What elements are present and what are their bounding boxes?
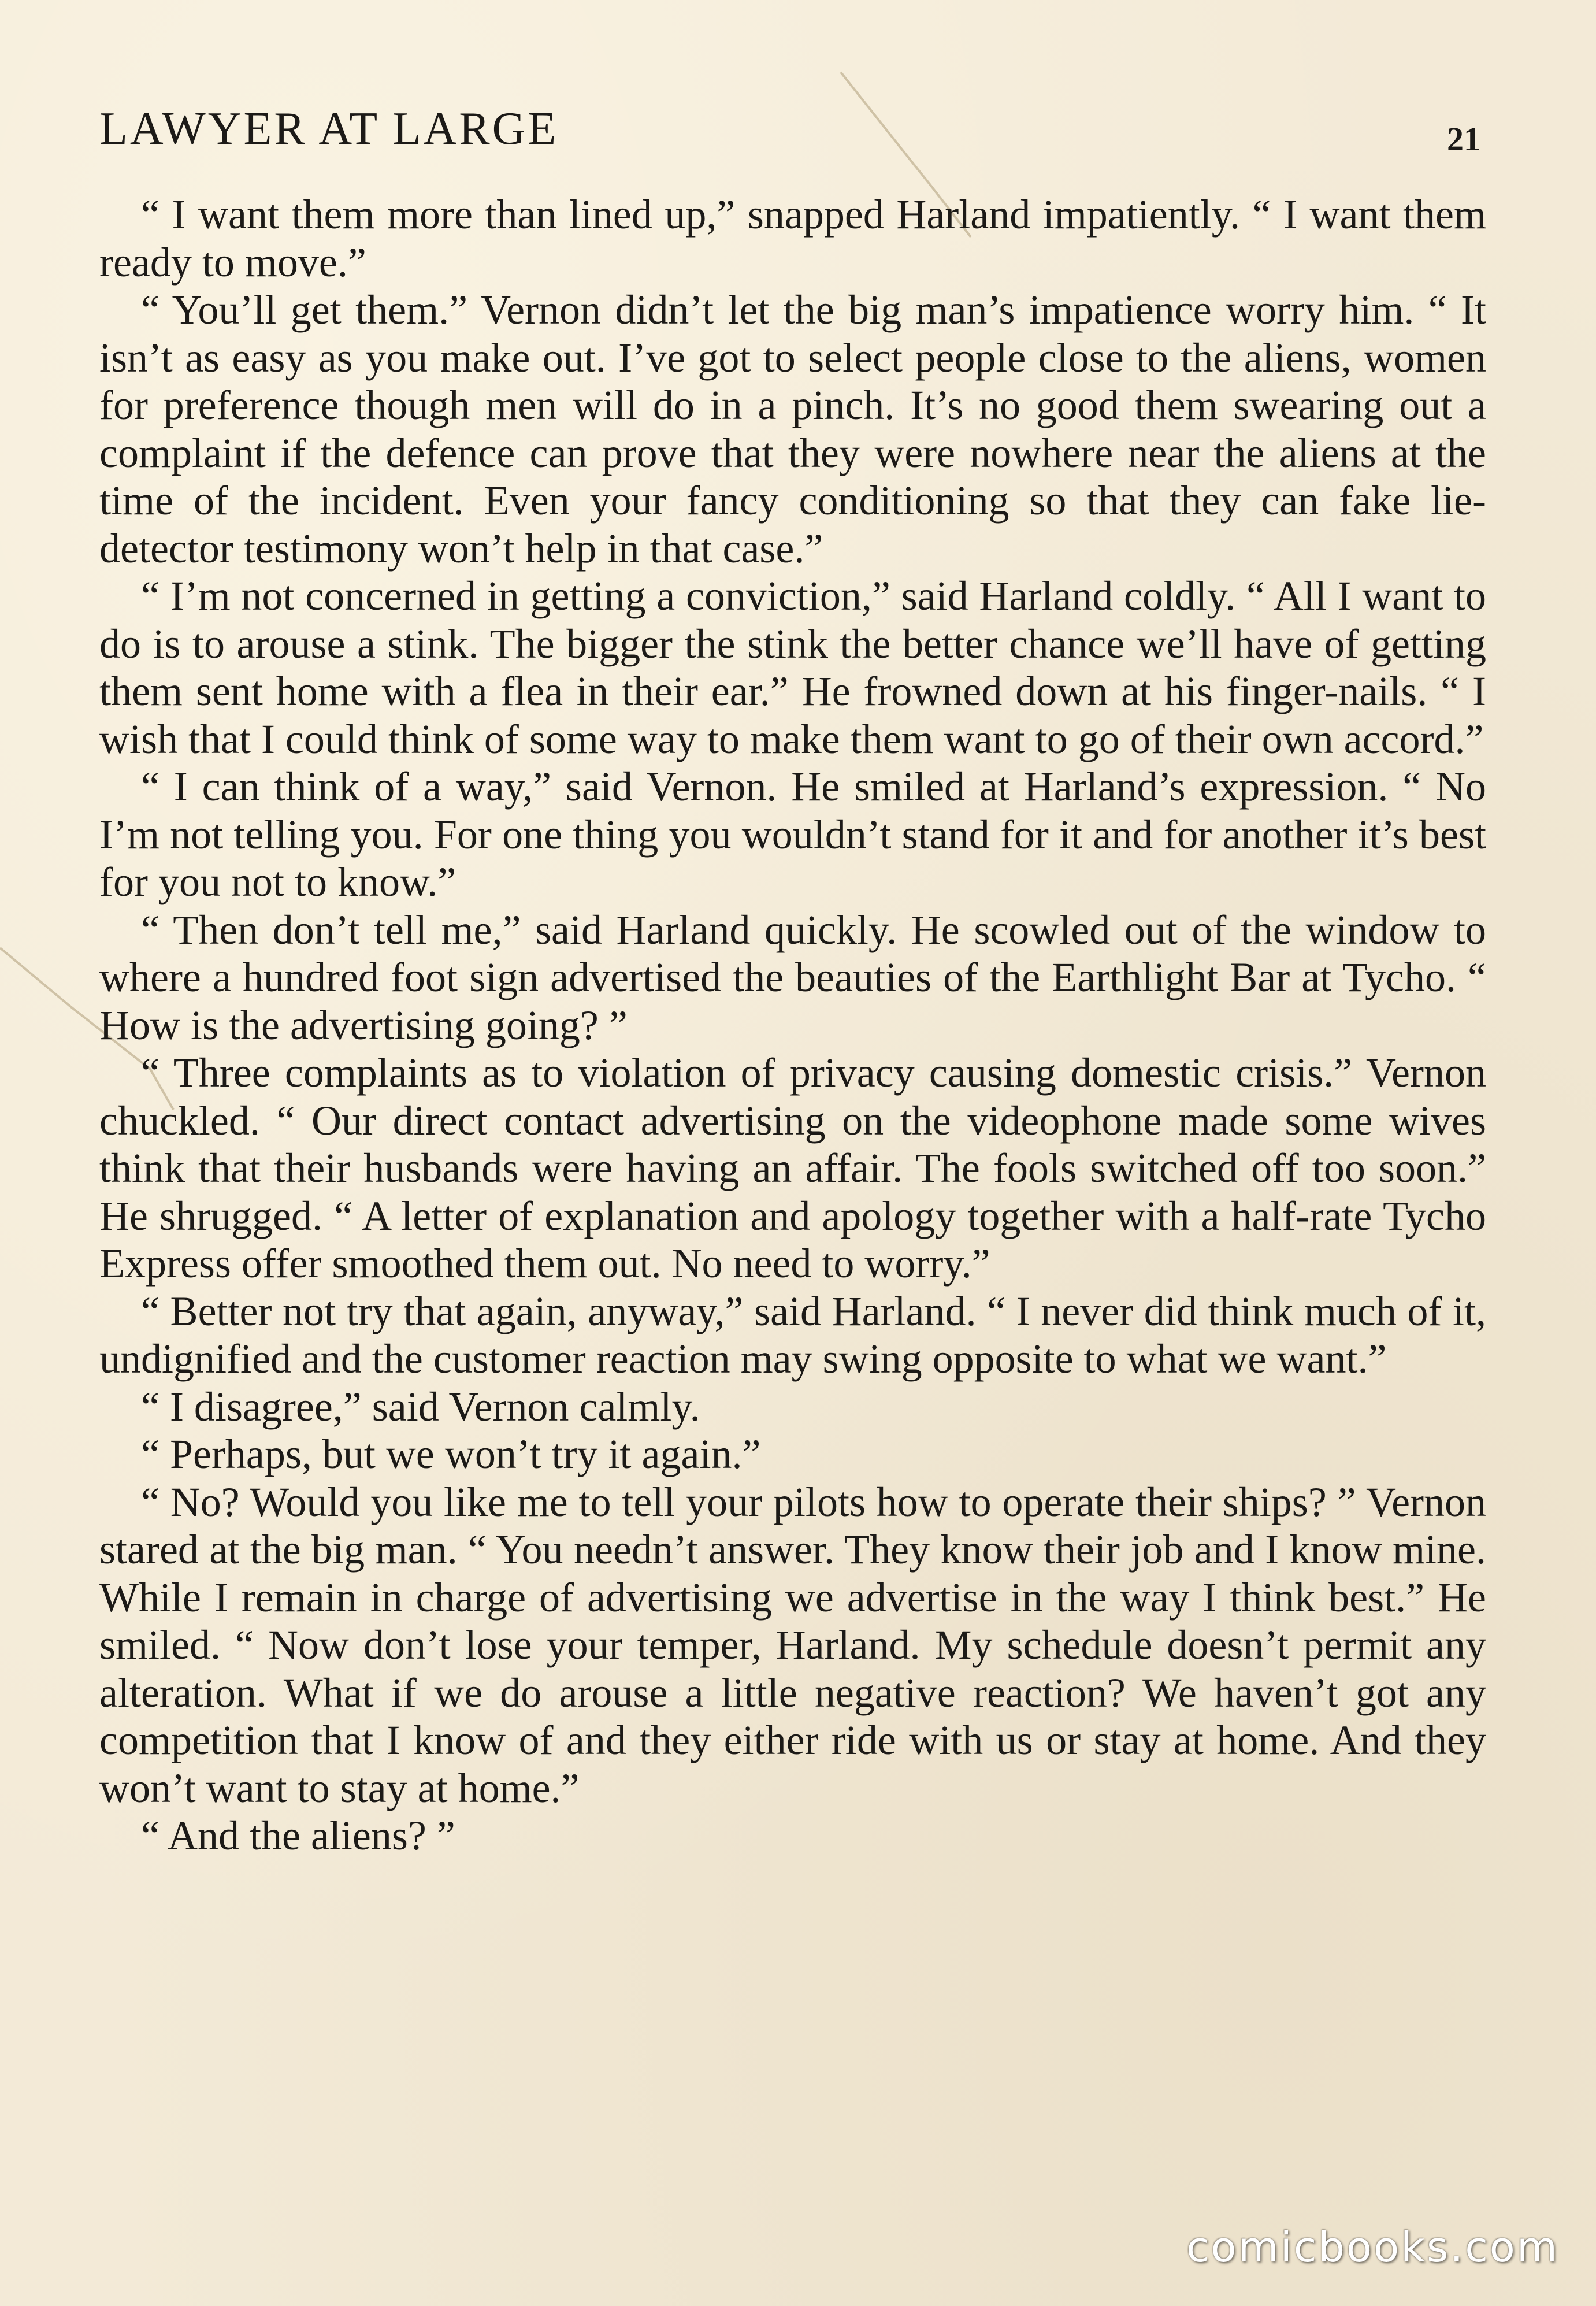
paragraph: “ No? Would you like me to tell your pilots how to operate their ships? ” Vernon stared at the big man. “ You needn’t answer. They know their job and I know mine. While I remain in charge of advertising we advertise in the way I think best.” He smiled. “ Now don’t lose your temper, Harland. My schedule doesn’t permit any alteration. What if we do arouse a little negative reaction? We haven’t got any competition that I know of and they either ride with us or stay at home. And they won’t want to stay at home.”: [99, 1478, 1486, 1811]
running-head: LAWYER AT LARGE: [99, 103, 559, 154]
paragraph: “ I’m not concerned in getting a conviction,” said Harland coldly. “ All I want to do is to arouse a stink. The bigger the stink the better chance we’ll have of getting them sent home with a flea in their ear.” He frowned down at his finger-nails. “ I wish that I could think of some way to make them want to go of their own accord.”: [99, 573, 1486, 762]
paragraph: “ Then don’t tell me,” said Harland quickly. He scowled out of the window to where a hundred foot sign advertised the beauties of the Earthlight Bar at Tycho. “ How is the advertising going? ”: [99, 906, 1486, 1048]
body-text: [99, 191, 1486, 1860]
paragraph: “ I disagree,” said Vernon calmly.: [141, 1383, 700, 1430]
paragraph: “ I want them more than lined up,” snapped Harland impatiently. “ I want them ready to move.”: [99, 191, 1486, 286]
page-header: [99, 97, 1480, 161]
paragraph: “ Perhaps, but we won’t try it again.”: [141, 1431, 761, 1477]
paragraph: “ Better not try that again, anyway,” said Harland. “ I never did think much of it, undignified and the customer reaction may swing opposite to what we want.”: [99, 1288, 1486, 1382]
page-number: 21: [1447, 120, 1480, 158]
paragraph: “ And the aliens? ”: [141, 1812, 455, 1859]
paragraph: “ Three complaints as to violation of privacy causing domestic crisis.” Vernon chuckled. “ Our direct contact advertising on the videophone made some wives think that their husbands were having an affair. The fools switched off too soon.” He shrugged. “ A letter of explanation and apology together with a half-rate Tycho Express offer smoothed them out. No need to worry.”: [99, 1050, 1486, 1287]
watermark: comicbooks.com: [1186, 2223, 1559, 2271]
paragraph: “ You’ll get them.” Vernon didn’t let the big man’s impatience worry him. “ It isn’t as easy as you make out. I’ve got to select people close to the aliens, women for preference though men will do in a pinch. It’s no good them swearing out a complaint if the defence can prove that they were nowhere near the aliens at the time of the incident. Even your fancy conditioning so that they can fake lie-detector testimony won’t help in that case.”: [99, 287, 1486, 572]
paragraph: “ I can think of a way,” said Vernon. He smiled at Harland’s expression. “ No I’m not telling you. For one thing you wouldn’t stand for it and for another it’s best for you not to know.”: [99, 763, 1486, 905]
